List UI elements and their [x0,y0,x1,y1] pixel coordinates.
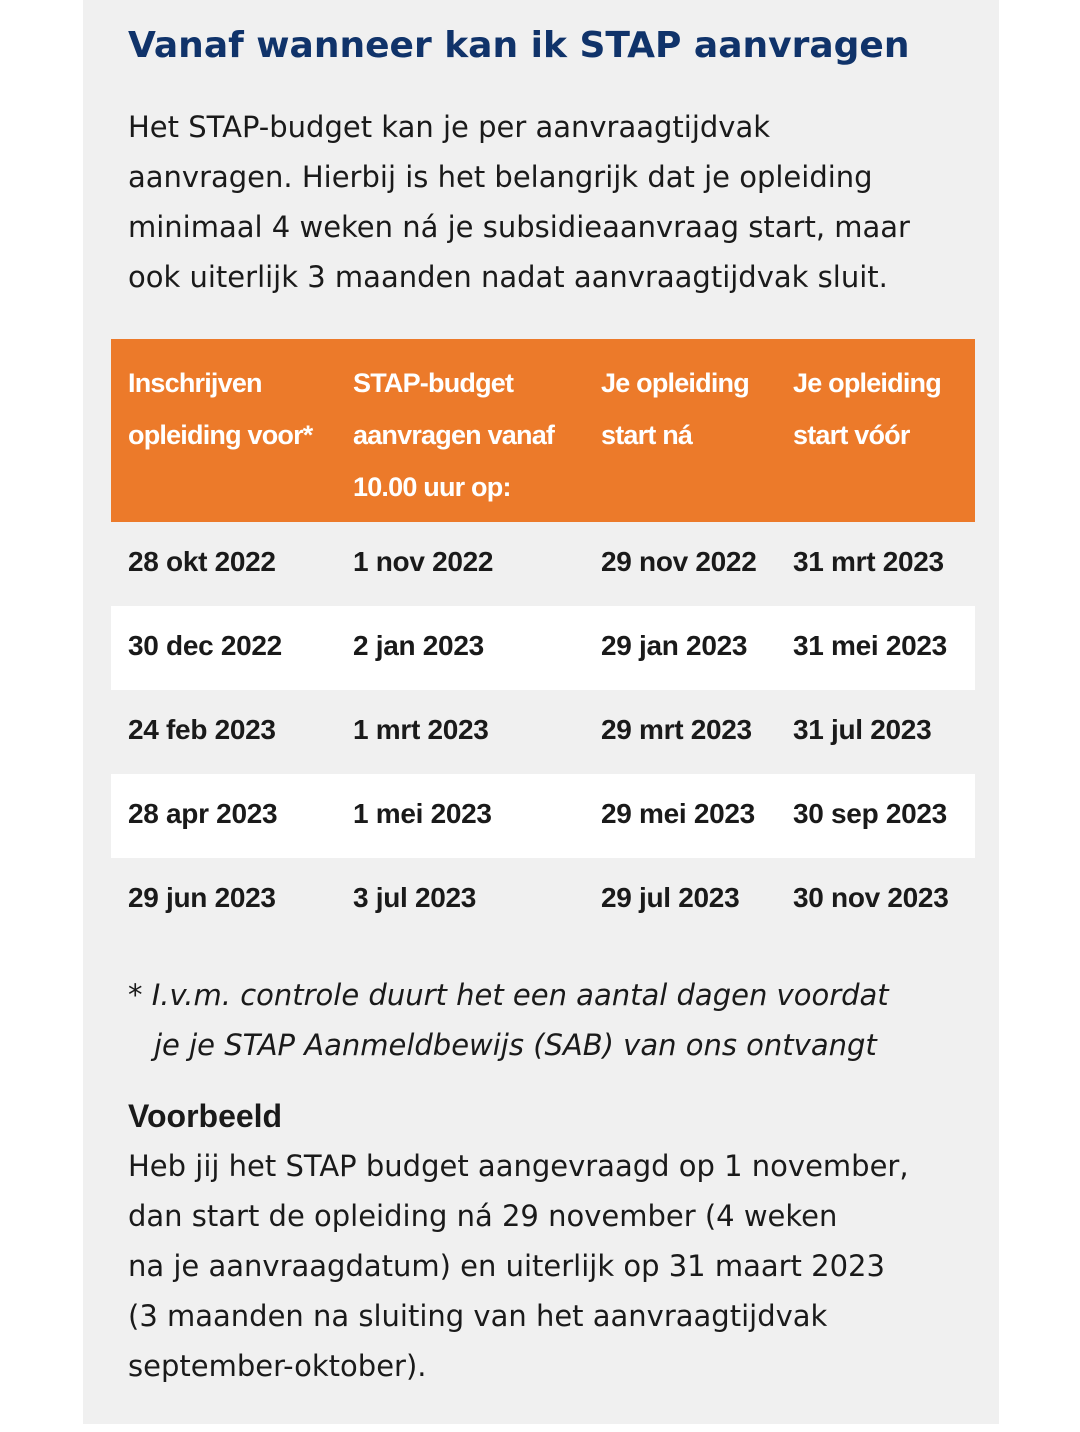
intro-line: ook uiterlijk 3 maanden nadat aanvraagtijdvak sluit. [128,260,888,294]
example-title: Voorbeeld [128,1098,283,1134]
intro-line: minimaal 4 weken ná je subsidieaanvraag start, maar [128,210,910,244]
table-cell: 29 jan 2023 [601,630,748,661]
table-cell: 29 nov 2022 [601,546,757,577]
footnote-line: * I.v.m. controle duurt het een aantal dagen voordat [128,978,889,1012]
header-enroll-before: Inschrijven opleiding voor* [128,368,313,450]
header-start-after: Je opleiding start ná [601,368,749,450]
table-header [111,339,975,522]
header-start-before: Je opleiding start vóór [793,368,941,450]
table-cell: 29 mei 2023 [601,798,755,829]
table-cell: 1 mrt 2023 [353,714,489,745]
example-text [128,1141,988,1391]
header-apply-from: STAP-budget aanvragen vanaf 10.00 uur op: [353,368,555,502]
page-title: Vanaf wanneer kan ik STAP aanvragen [128,25,910,66]
table-cell: 3 jul 2023 [353,882,477,913]
table-cell: 31 mrt 2023 [793,546,944,577]
table-cell: 30 sep 2023 [793,798,947,829]
footnote [128,970,988,1070]
schedule-table [111,339,975,942]
table-row [111,690,975,774]
table-cell: 2 jan 2023 [353,630,484,661]
table-cell: 29 jul 2023 [601,882,740,913]
intro-line: aanvragen. Hierbij is het belangrijk dat je opleiding [128,160,873,194]
table-row [111,606,975,690]
table-cell: 30 dec 2022 [128,630,282,661]
example-line: dan start de opleiding ná 29 november (4 weken [128,1199,838,1233]
table-row [111,522,975,606]
table-cell: 28 okt 2022 [128,546,276,577]
intro-paragraph [128,102,988,302]
table-cell: 30 nov 2023 [793,882,949,913]
table-cell: 24 feb 2023 [128,714,276,745]
table-cell: 31 jul 2023 [793,714,932,745]
intro-line: Het STAP-budget kan je per aanvraagtijdvak [128,110,771,144]
table-cell: 29 mrt 2023 [601,714,752,745]
example-line: Heb jij het STAP budget aangevraagd op 1 november, [128,1149,909,1183]
table-row [111,774,975,858]
table-cell: 29 jun 2023 [128,882,276,913]
example-line: na je aanvraagdatum) en uiterlijk op 31 maart 2023 [128,1249,885,1283]
table-cell: 1 mei 2023 [353,798,492,829]
table-cell: 31 mei 2023 [793,630,947,661]
table-cell: 28 apr 2023 [128,798,278,829]
table-row [111,858,975,942]
example-line: (3 maanden na sluiting van het aanvraagtijdvak [128,1299,828,1333]
footnote-line: je je STAP Aanmeldbewijs (SAB) van ons ontvangt [154,1028,877,1062]
table-cell: 1 nov 2022 [353,546,494,577]
example-line: september-oktober). [128,1349,427,1383]
